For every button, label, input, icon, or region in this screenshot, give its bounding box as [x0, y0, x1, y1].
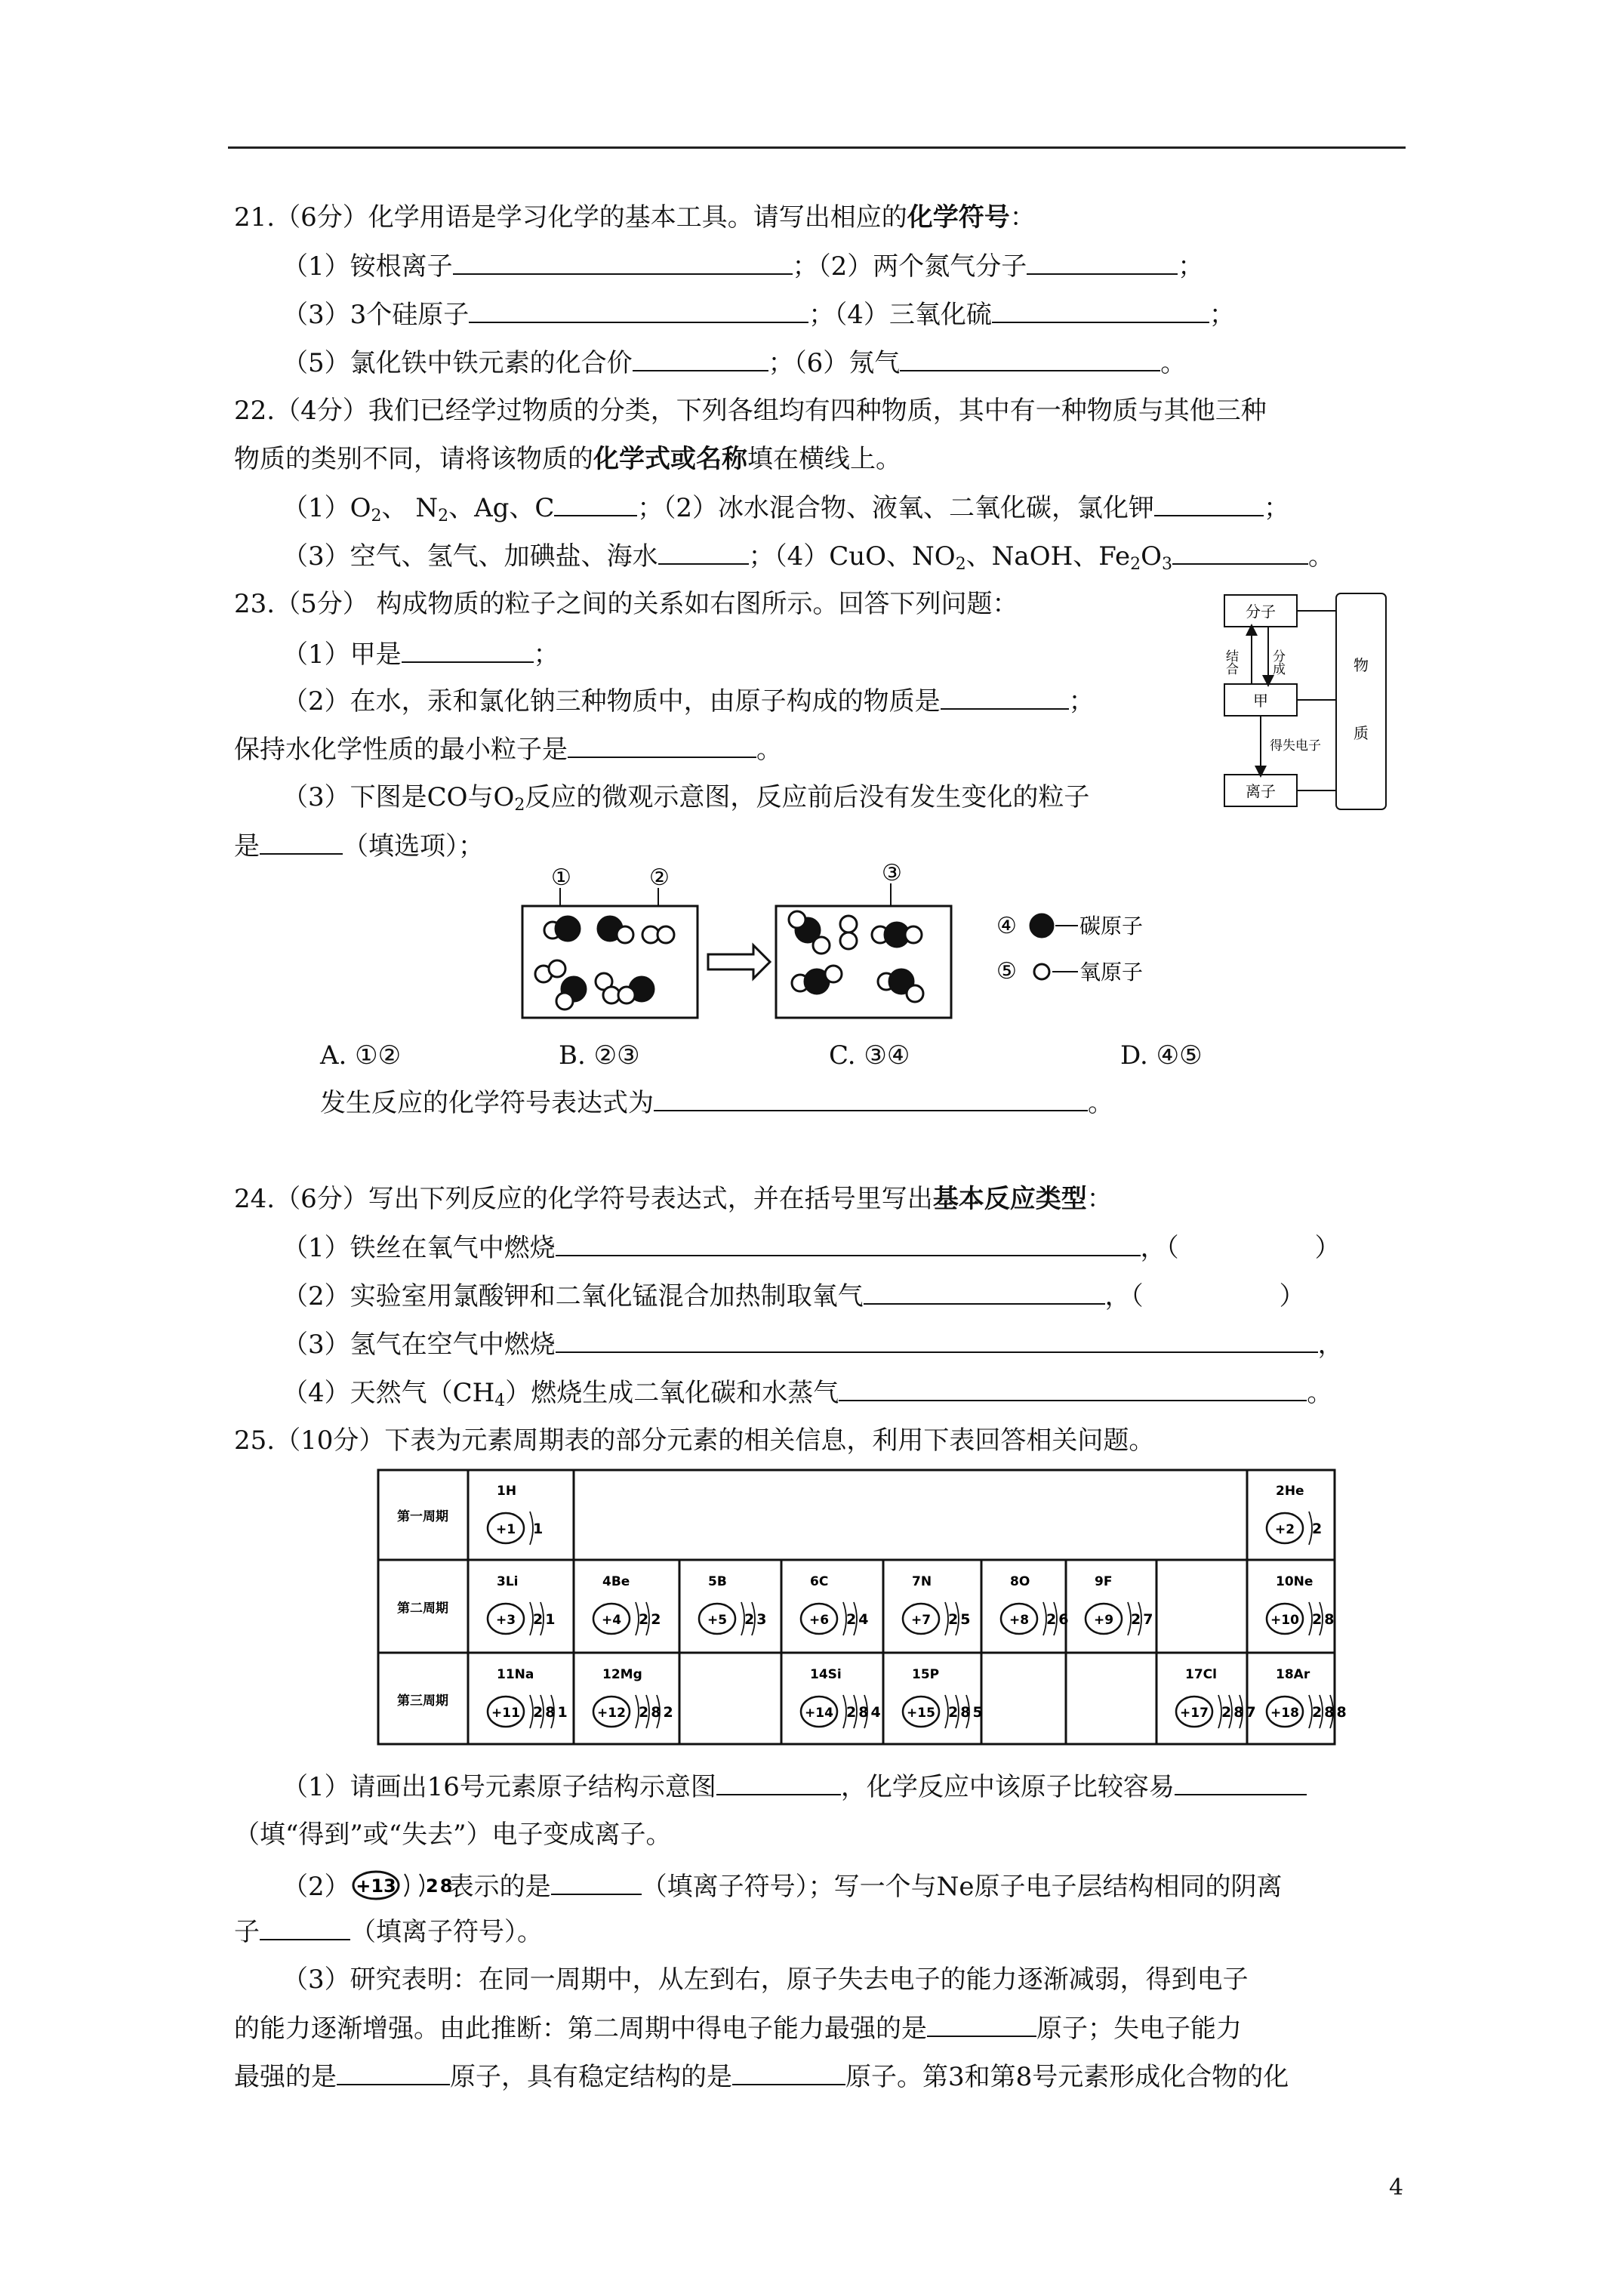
element-symbol: 15P	[912, 1667, 940, 1682]
answer-blank[interactable]	[453, 251, 793, 275]
answer-blank[interactable]	[1172, 541, 1308, 565]
q25-line4: 子 （填离子符号）。	[234, 1917, 543, 1947]
q25-line2: （填“得到”或“失去”）电子变成离子。	[234, 1820, 672, 1850]
period-label: 第一周期	[397, 1509, 448, 1524]
label-split: 分成	[1270, 649, 1285, 675]
q24-line4: （4）天然气$(CH_4)$燃烧生成二氧化碳和水蒸气 。	[282, 1378, 1333, 1410]
electron-shells: 288	[1312, 1704, 1349, 1721]
label-ion: 离子	[1246, 782, 1276, 800]
label-molecule: 分子	[1246, 603, 1276, 621]
q24-heading: 24.（6分）写出下列反应的化学符号表达式，并在括号里写出基本反应类型：	[234, 1184, 1113, 1214]
answer-blank[interactable]	[839, 1377, 1307, 1401]
legend-carbon: 碳原子	[1079, 914, 1144, 938]
answer-blank[interactable]	[941, 686, 1069, 710]
answer-blank[interactable]	[554, 492, 637, 516]
element-symbol: 4Be	[602, 1574, 630, 1589]
answer-blank[interactable]	[551, 1871, 642, 1895]
element-symbol: 2He	[1276, 1484, 1304, 1499]
answer-blank[interactable]	[1175, 1771, 1307, 1795]
page-number: 4	[1389, 2174, 1404, 2201]
svg-text:28: 28	[425, 1875, 454, 1897]
marker-2: ②	[649, 864, 670, 891]
ion-structure-diagram	[350, 1868, 454, 1903]
electron-shells: 287	[1221, 1704, 1258, 1721]
element-symbol: 11Na	[497, 1667, 534, 1682]
answer-blank[interactable]	[864, 1281, 1105, 1305]
element-symbol: 14Si	[810, 1667, 842, 1682]
nuclear-charge: +12	[597, 1706, 626, 1721]
element-symbol: 9F	[1095, 1574, 1113, 1589]
q22-line2: （3）空气、氢气、加碘盐、海水 ；（4）CuO、$NO_2$、NaOH、$Fe_2O_3$ 。	[282, 541, 1334, 574]
q21-line3: （5）氯化铁中铁元素的化合价 ；（6）氖气 。	[282, 348, 1187, 378]
electron-shells: 27	[1131, 1611, 1156, 1628]
q22-line1: $(1)O_2$、 $N_2$、Ag、C ；（2）冰水混合物、液氧、二氧化碳，氯化钾 ；	[282, 493, 1290, 525]
q22-heading: 22.（4分）我们已经学过物质的分类，下列各组均有四种物质，其中有一种物质与其他三种	[234, 396, 1267, 426]
carbon-atom-legend	[1030, 914, 1053, 937]
answer-blank[interactable]	[633, 347, 768, 371]
nuclear-charge: +4	[601, 1613, 622, 1628]
element-symbol: 5B	[708, 1574, 727, 1589]
element-symbol: 6C	[810, 1574, 829, 1589]
label-wu: 物	[1354, 656, 1369, 674]
nuclear-charge: +1	[495, 1522, 516, 1537]
electron-shells: 28	[1312, 1611, 1337, 1628]
electron-shells: 21	[533, 1611, 558, 1628]
nuclear-charge: +6	[808, 1613, 830, 1628]
header-rule	[228, 146, 1406, 149]
q25-line6: 的能力逐渐增强。由此推断：第二周期中得电子能力最强的是 原子；失电子能力	[234, 2014, 1242, 2044]
answer-blank[interactable]	[992, 299, 1209, 323]
electron-shells: 284	[846, 1704, 883, 1721]
answer-blank[interactable]	[732, 2061, 845, 2085]
label-combine: 结合	[1223, 649, 1238, 675]
particle-relationship-diagram	[1208, 587, 1404, 818]
electron-shells: 23	[744, 1611, 769, 1628]
nuclear-charge: +14	[805, 1706, 833, 1721]
nuclear-charge: +18	[1270, 1706, 1299, 1721]
answer-blank[interactable]	[654, 1087, 1088, 1111]
label-jia: 甲	[1253, 692, 1268, 710]
option-b[interactable]: B. ②③	[559, 1040, 640, 1071]
q25-line3: （2） +13 28 表示的是 （填离子符号）；写一个与Ne原子电子层结构相同的阴离	[282, 1868, 1283, 1903]
element-symbol: 7N	[912, 1574, 932, 1589]
q25-line5: （3）研究表明：在同一周期中，从左到右，原子失去电子的能力逐渐减弱，得到电子	[282, 1965, 1249, 1995]
electron-shells: 22	[639, 1611, 664, 1628]
legend-oxygen: 氧原子	[1079, 960, 1144, 985]
element-symbol: 1H	[497, 1484, 517, 1499]
period-label: 第二周期	[397, 1601, 448, 1616]
q25-line7: 最强的是 原子，具有稳定结构的是 原子。第3和第8号元素形成化合物的化	[234, 2062, 1289, 2092]
nuclear-charge: +17	[1180, 1706, 1209, 1721]
q22-heading-2: 物质的类别不同，请将该物质的化学式或名称填在横线上。	[234, 444, 901, 474]
oxygen-atom-legend	[1034, 964, 1049, 979]
option-d[interactable]: D. ④⑤	[1120, 1040, 1203, 1071]
nuclear-charge: +9	[1093, 1613, 1114, 1628]
answer-blank[interactable]	[556, 1329, 1318, 1353]
marker-1: ①	[551, 864, 571, 891]
element-symbol: 18Ar	[1276, 1667, 1310, 1682]
answer-blank[interactable]	[1154, 492, 1264, 516]
q23-heading: 23.（5分） 构成物质的粒子之间的关系如右图所示。回答下列问题：	[234, 589, 1018, 619]
label-zhi: 质	[1354, 724, 1369, 742]
nuclear-charge: +15	[907, 1706, 935, 1721]
answer-blank[interactable]	[260, 831, 343, 855]
electron-shells: 282	[639, 1704, 676, 1721]
nuclear-charge: +8	[1009, 1613, 1030, 1628]
element-symbol: 17Cl	[1185, 1667, 1217, 1682]
q23-line2: （2）在水，汞和氯化钠三种物质中，由原子构成的物质是 ；	[282, 686, 1095, 717]
answer-blank[interactable]	[1027, 251, 1178, 275]
element-symbol: 8O	[1010, 1574, 1030, 1589]
electron-shells: 1	[533, 1521, 546, 1537]
q25-heading: 25.（10分）下表为元素周期表的部分元素的相关信息，利用下表回答相关问题。	[234, 1425, 1155, 1456]
q23-line3: 保持水化学性质的最小粒子是 。	[234, 735, 782, 765]
element-symbol: 10Ne	[1276, 1574, 1313, 1589]
q23-line4: （3）下图是CO与$O_2$反应的微观示意图，反应前后没有发生变化的粒子	[282, 782, 1090, 815]
marker-3: ③	[882, 860, 902, 886]
period-label: 第三周期	[397, 1693, 448, 1709]
answer-blank[interactable]	[568, 734, 756, 758]
option-c[interactable]: C. ③④	[829, 1040, 910, 1071]
marker-5: ⑤	[996, 958, 1017, 985]
answer-blank[interactable]	[927, 2013, 1036, 2037]
nuclear-charge: +10	[1270, 1613, 1299, 1628]
electron-shells: 26	[1046, 1611, 1071, 1628]
answer-blank[interactable]	[658, 541, 749, 565]
answer-blank[interactable]	[556, 1232, 1141, 1256]
q23-line1: （1）甲是 ；	[282, 639, 559, 670]
nuclear-charge: +5	[707, 1613, 728, 1628]
option-a[interactable]: A. ①②	[320, 1040, 402, 1071]
q23-line6: 发生反应的化学符号表达式为 。	[320, 1088, 1113, 1118]
q25-line1: （1）请画出16号元素原子结构示意图 ，化学反应中该原子比较容易	[282, 1771, 1307, 1802]
nuclear-charge: +7	[910, 1613, 932, 1628]
marker-4: ④	[996, 913, 1017, 939]
answer-blank[interactable]	[716, 1771, 841, 1795]
q21-line1: （1）铵根离子 ；（2）两个氮气分子 ；	[282, 251, 1204, 282]
answer-blank[interactable]	[469, 299, 808, 323]
reaction-arrow	[708, 945, 770, 978]
q24-line3: （3）氢气在空气中燃烧 ，	[282, 1330, 1344, 1360]
svg-text:+13: +13	[355, 1875, 396, 1897]
element-symbol: 12Mg	[602, 1667, 642, 1682]
electron-shells: 281	[533, 1704, 570, 1721]
electron-shells: 285	[948, 1704, 985, 1721]
nuclear-charge: +2	[1274, 1522, 1295, 1537]
q21-line2: （3）3个硅原子 ；（4）三氧化硫 ；	[282, 300, 1235, 330]
q24-line2: （2）实验室用氯酸钾和二氧化锰混合加热制取氧气 ，（ ）	[282, 1281, 1305, 1311]
electron-shells: 24	[846, 1611, 871, 1628]
label-gain-lose: 得失电子	[1270, 738, 1321, 754]
element-symbol: 3Li	[497, 1574, 519, 1589]
co-o2-micro-diagram	[513, 861, 1253, 1027]
periodic-table	[377, 1469, 1349, 1747]
answer-blank[interactable]	[402, 639, 534, 663]
answer-blank[interactable]	[900, 347, 1160, 371]
q21-heading: 21.（6分）化学用语是学习化学的基本工具。请写出相应的化学符号：	[234, 202, 1036, 233]
q23-line5: 是 （填选项）；	[234, 831, 484, 861]
electron-shells: 2	[1312, 1521, 1325, 1537]
electron-shells: 25	[948, 1611, 973, 1628]
answer-blank[interactable]	[337, 2061, 450, 2085]
nuclear-charge: +11	[491, 1706, 520, 1721]
q24-line1: （1）铁丝在氧气中燃烧 ，（ ）	[282, 1233, 1341, 1263]
box-matter	[1336, 593, 1386, 809]
nuclear-charge: +3	[495, 1613, 516, 1628]
answer-blank[interactable]	[260, 1916, 350, 1940]
